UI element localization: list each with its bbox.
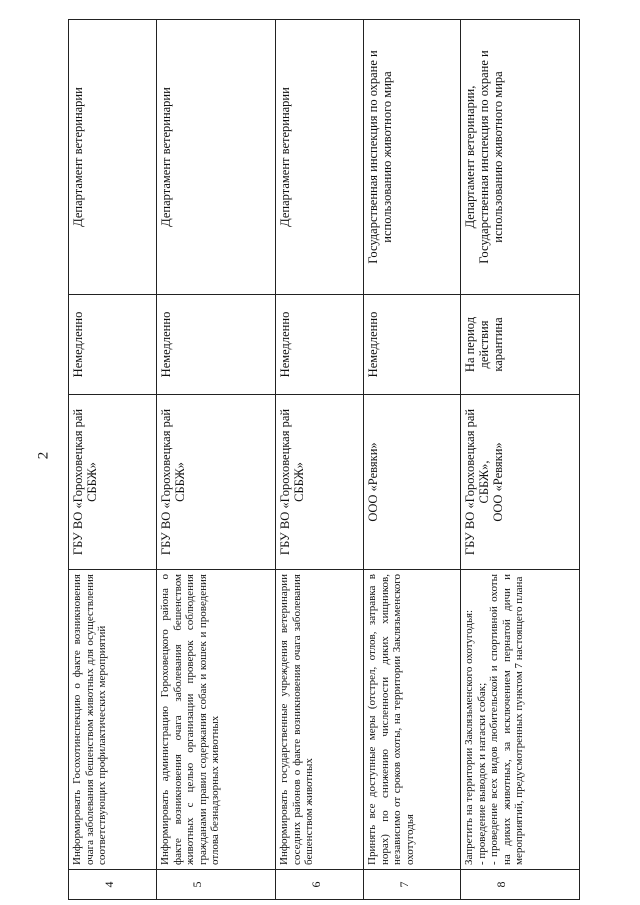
control-line: Государственная инспекция по охране и использованию животного мира (477, 50, 506, 264)
row-number: 4 (69, 870, 157, 900)
responsible-line: ООО «Ревяки» (491, 442, 506, 522)
control-text (461, 20, 580, 295)
responsible-text: ГБУ ВО «Гороховецкая рай СББЖ» (69, 395, 157, 570)
measure-text: Информировать Госохотинспекцию о факте возникновения очага заболевания бешенством животных для осуществления соответствующих профилактических мероприятий (69, 570, 157, 870)
page-number: 2 (35, 451, 52, 460)
measure-line: - проведение всех видов любительской и спортивной охоты на диких животных, за исключением пернатой дичи и мероприятий, предусмотренных пунктом 7 настоящего плана (488, 574, 526, 865)
row-number: 6 (276, 870, 364, 900)
control-text: Государственная инспекция по охране и использованию животного мира (364, 20, 461, 295)
table-row (364, 20, 461, 900)
rotated-table-container (68, 20, 580, 900)
row-number: 5 (157, 870, 276, 900)
measure-text: Принять все доступные меры (отстрел, отлов, затравка в норах) по снижению численности диких хищников, независимо от сроков охоты, на территории Заклязьменского охотугодья (364, 570, 461, 870)
measure-line: Запретить на территории Заклязьменского охотугодья: (463, 609, 476, 865)
control-text: Департамент ветеринарии (276, 20, 364, 295)
row-number: 7 (364, 870, 461, 900)
measure-text: Информировать администрацию Гороховецкого района о факте возникновения очага заболевания бешенством животных с целью организации проверок соблюдения гражданами правил содержания собак и кошек и проведения отлова безнадзорных животных (157, 570, 276, 870)
table-row (276, 20, 364, 900)
deadline-text: Немедленно (364, 295, 461, 395)
table-row (69, 20, 157, 900)
deadline-text: Немедленно (276, 295, 364, 395)
deadline-text: Немедленно (69, 295, 157, 395)
control-text: Департамент ветеринарии (157, 20, 276, 295)
responsible-text (461, 395, 580, 570)
responsible-text: ГБУ ВО «Гороховецкая рай СББЖ» (276, 395, 364, 570)
deadline-text: На период действия карантина (461, 295, 580, 395)
measure-text (461, 570, 580, 870)
control-line: Департамент ветеринарии, (463, 85, 478, 229)
measure-line: - проведение выводок и натаски собак; (475, 682, 488, 865)
control-text: Департамент ветеринарии (69, 20, 157, 295)
table-row (461, 20, 580, 900)
plan-table (68, 19, 580, 900)
measure-text: Информировать государственные учреждения ветеринарии соседних районов о факте возникновения очага заболевания бешенством животных (276, 570, 364, 870)
responsible-text: ООО «Ревяки» (364, 395, 461, 570)
responsible-text: ГБУ ВО «Гороховецкая рай СББЖ» (157, 395, 276, 570)
row-number: 8 (461, 870, 580, 900)
responsible-line: ГБУ ВО «Гороховецкая рай СББЖ», (463, 408, 492, 556)
table-row (157, 20, 276, 900)
deadline-text: Немедленно (157, 295, 276, 395)
